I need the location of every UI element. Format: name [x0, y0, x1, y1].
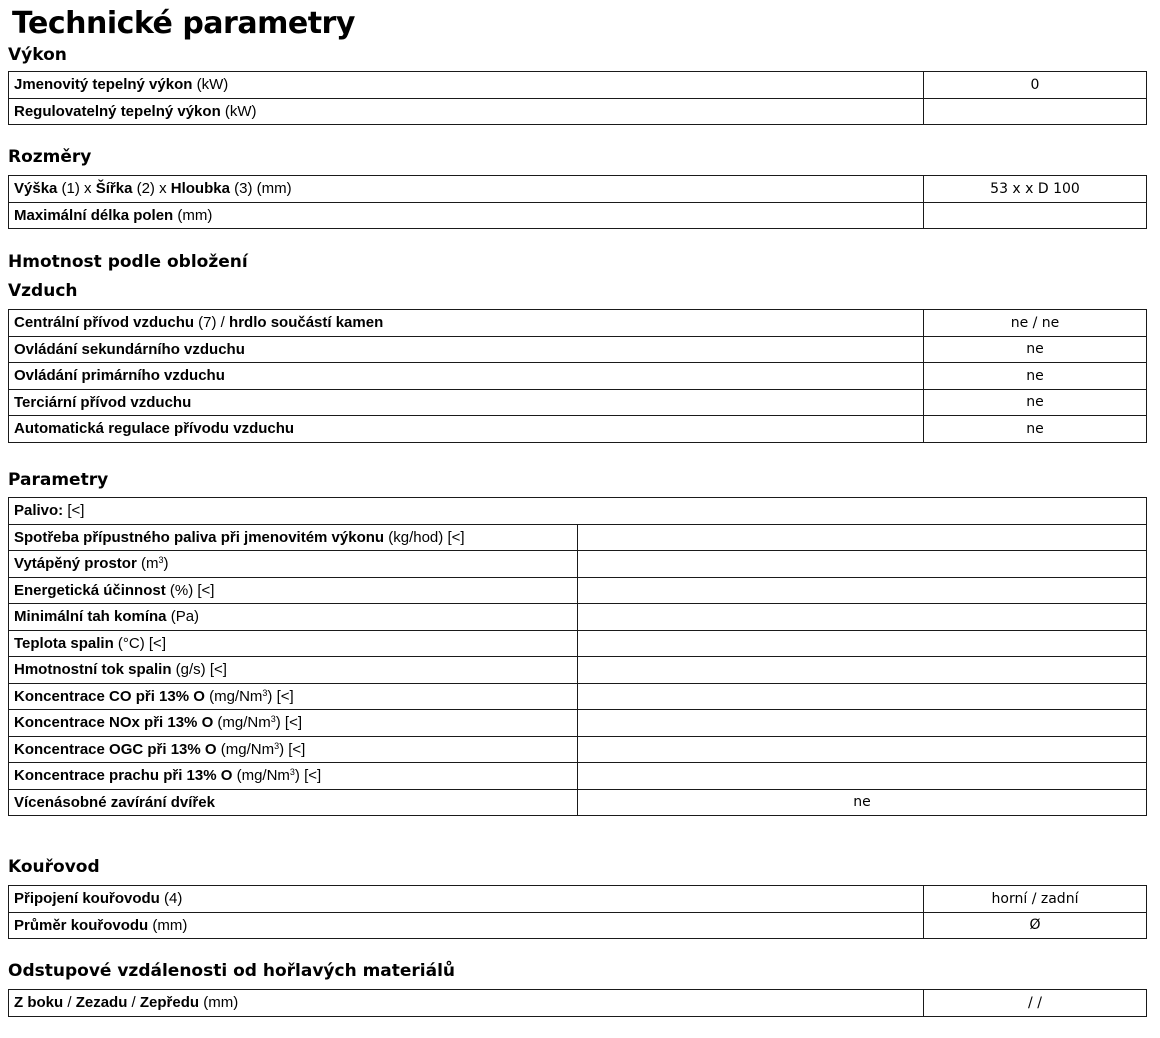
label-bold-part: Spotřeba přípustného paliva při jmenovitém výkonu: [14, 528, 385, 546]
label-bold-part: Minimální tah komína: [14, 608, 167, 626]
row-value: ne / ne: [924, 310, 1147, 337]
row-label: [9, 336, 924, 363]
table-row: [9, 72, 1147, 99]
row-value: ne: [578, 789, 1147, 816]
table-row: [9, 363, 1147, 390]
table-row: [9, 498, 1147, 525]
row-label: [9, 389, 924, 416]
label-unit-part: (mm): [148, 916, 188, 934]
row-label: [9, 683, 578, 710]
label-unit-part: (2) x: [132, 180, 171, 198]
row-label: [9, 736, 578, 763]
row-value: [924, 202, 1147, 229]
label-bold-part: Centrální přívod vzduchu: [14, 314, 195, 332]
label-bold-part: Zezadu: [75, 994, 128, 1012]
label-bold-part: Ovládání sekundárního vzduchu: [14, 340, 245, 358]
label-unit-part: (mg/Nm: [204, 687, 263, 705]
label-unit-part: (mg/Nm: [232, 767, 290, 785]
row-value: [578, 736, 1147, 763]
label-bold-part: Maximální délka polen: [14, 206, 174, 224]
table-row: [9, 710, 1147, 737]
label-unit-part: (kg/hod) [<]: [384, 528, 465, 546]
table-row: [9, 604, 1147, 631]
label-bold-part: Výška: [14, 180, 58, 198]
label-sup: 3: [270, 714, 276, 725]
row-value: Ø: [924, 912, 1147, 939]
label-unit-part: ) [<]: [275, 714, 303, 732]
row-label: [9, 524, 578, 551]
section-heading-odstup: Odstupové vzdálenosti od hořlavých materiálů: [8, 961, 456, 981]
label-unit-part: (m: [136, 555, 159, 573]
row-label: [9, 551, 578, 578]
table-row: [9, 389, 1147, 416]
row-value: [578, 524, 1147, 551]
row-label: [9, 416, 924, 443]
row-label: [9, 604, 578, 631]
table-odstup: [8, 989, 1147, 1017]
label-bold-part: Automatická regulace přívodu vzduchu: [14, 420, 295, 438]
label-unit-part: ): [163, 555, 169, 573]
table-row: [9, 736, 1147, 763]
row-label: [9, 789, 578, 816]
label-bold-part: Šířka: [95, 180, 133, 198]
row-label: [9, 657, 578, 684]
label-bold-part: hrdlo součástí kamen: [229, 314, 384, 332]
row-value: [578, 657, 1147, 684]
page-title: Technické parametry: [12, 6, 355, 41]
label-bold-part: Zepředu: [139, 994, 200, 1012]
label-unit-part: (%) [<]: [165, 581, 215, 599]
table-row: [9, 683, 1147, 710]
label-bold-part: Koncentrace prachu při 13% O: [14, 767, 233, 785]
row-label: [9, 202, 924, 229]
label-bold-part: Z boku: [14, 994, 64, 1012]
row-value: horní / zadní: [924, 886, 1147, 913]
section-heading-vzduch: Vzduch: [8, 281, 78, 301]
label-bold-part: Koncentrace OGC při 13% O: [14, 740, 217, 758]
label-bold-part: Průměr kouřovodu: [14, 916, 149, 934]
row-label: [9, 886, 924, 913]
label-bold-part: Terciární přívod vzduchu: [14, 393, 192, 411]
label-bold-part: Energetická účinnost: [14, 581, 166, 599]
label-bold-part: Palivo:: [14, 502, 64, 520]
label-unit-part: (mg/Nm: [213, 714, 271, 732]
label-sup: 3: [274, 740, 280, 751]
row-value: ne: [924, 336, 1147, 363]
row-label: [9, 72, 924, 99]
label-unit-part: (mm): [199, 994, 239, 1012]
row-value: [924, 98, 1147, 125]
row-label: [9, 710, 578, 737]
row-value: [578, 604, 1147, 631]
row-value: ne: [924, 389, 1147, 416]
label-bold-part: Hmotnostní tok spalin: [14, 661, 172, 679]
section-heading-parametry: Parametry: [8, 470, 109, 490]
table-rozmery: [8, 175, 1147, 229]
table-row: [9, 416, 1147, 443]
table-row: [9, 630, 1147, 657]
label-sup: 3: [158, 555, 164, 566]
row-label: [9, 363, 924, 390]
table-row: [9, 990, 1147, 1017]
section-heading-vykon: Výkon: [8, 45, 67, 65]
table-row: [9, 657, 1147, 684]
table-row: [9, 336, 1147, 363]
label-unit-part: /: [127, 994, 140, 1012]
table-vzduch: [8, 309, 1147, 443]
table-row: [9, 912, 1147, 939]
row-value: [578, 577, 1147, 604]
row-value: [578, 630, 1147, 657]
label-unit-part: (g/s) [<]: [171, 661, 227, 679]
label-unit-part: /: [63, 994, 76, 1012]
label-sup: 3: [262, 687, 268, 698]
label-bold-part: Ovládání primárního vzduchu: [14, 367, 225, 385]
label-unit-part: (4): [159, 890, 183, 908]
section-heading-hmotnost: Hmotnost podle obložení: [8, 252, 248, 272]
label-bold-part: Teplota spalin: [14, 634, 114, 652]
table-row: [9, 310, 1147, 337]
label-bold-part: Jmenovitý tepelný výkon: [14, 76, 193, 94]
label-unit-part: (kW): [192, 76, 229, 94]
label-unit-part: (mm): [173, 206, 213, 224]
table-row: [9, 886, 1147, 913]
label-unit-part: ) [<]: [279, 740, 306, 758]
row-label: [9, 98, 924, 125]
row-label: [9, 990, 924, 1017]
label-unit-part: [<]: [63, 502, 85, 520]
table-parametry: [8, 497, 1147, 816]
row-value: [578, 683, 1147, 710]
label-bold-part: Koncentrace NOx při 13% O: [14, 714, 214, 732]
label-bold-part: Hloubka: [170, 180, 230, 198]
row-label: [9, 577, 578, 604]
row-value: ne: [924, 416, 1147, 443]
table-row: [9, 551, 1147, 578]
label-unit-part: ) [<]: [294, 767, 322, 785]
table-row: [9, 789, 1147, 816]
label-unit-part: (1) x: [57, 180, 96, 198]
row-label: [9, 763, 578, 790]
label-unit-part: (mg/Nm: [216, 740, 275, 758]
label-unit-part: (7) /: [194, 314, 230, 332]
row-value: [578, 763, 1147, 790]
label-unit-part: (kW): [220, 102, 257, 120]
row-value: ne: [924, 363, 1147, 390]
row-label: [9, 498, 1147, 525]
label-unit-part: (3) (mm): [229, 180, 292, 198]
label-bold-part: Koncentrace CO při 13% O: [14, 687, 205, 705]
label-bold-part: Vytápěný prostor: [14, 555, 137, 573]
section-heading-kourovod: Kouřovod: [8, 857, 100, 877]
table-row: [9, 202, 1147, 229]
section-heading-rozmery: Rozměry: [8, 147, 92, 167]
label-bold-part: Vícenásobné zavírání dvířek: [14, 793, 215, 811]
table-row: [9, 524, 1147, 551]
table-row: [9, 98, 1147, 125]
label-bold-part: Regulovatelný tepelný výkon: [14, 102, 221, 120]
label-sup: 3: [289, 767, 295, 778]
table-kourovod: [8, 885, 1147, 939]
table-row: [9, 763, 1147, 790]
row-value: 0: [924, 72, 1147, 99]
row-label: [9, 630, 578, 657]
row-value: [578, 551, 1147, 578]
row-value: 53 x x D 100: [924, 176, 1147, 203]
label-unit-part: ) [<]: [267, 687, 294, 705]
row-label: [9, 176, 924, 203]
row-label: [9, 310, 924, 337]
label-unit-part: (°C) [<]: [113, 634, 166, 652]
label-bold-part: Připojení kouřovodu: [14, 890, 160, 908]
table-row: [9, 176, 1147, 203]
table-row: [9, 577, 1147, 604]
label-unit-part: (Pa): [166, 608, 200, 626]
row-value: / /: [924, 990, 1147, 1017]
table-vykon: [8, 71, 1147, 125]
row-label: [9, 912, 924, 939]
row-value: [578, 710, 1147, 737]
